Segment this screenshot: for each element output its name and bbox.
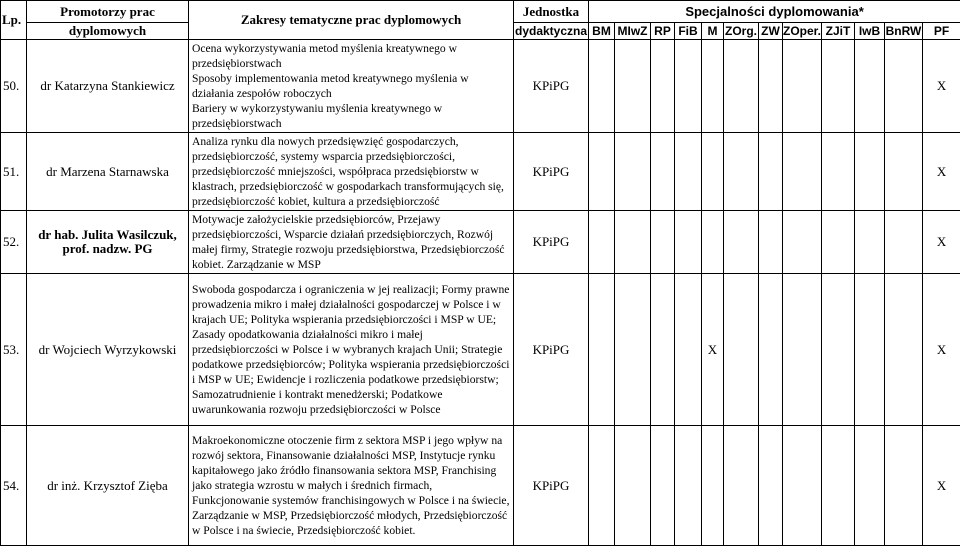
specialization-mark [759, 40, 783, 133]
specialization-mark [724, 426, 759, 546]
specialization-mark [822, 274, 855, 426]
row-jednostka: KPiPG [514, 40, 589, 133]
specialization-mark [885, 426, 923, 546]
specialization-mark [724, 274, 759, 426]
specialization-mark [822, 40, 855, 133]
row-jednostka: KPiPG [514, 211, 589, 274]
specialization-mark [724, 133, 759, 211]
specialization-mark [759, 133, 783, 211]
header-jednostka-line2 [514, 23, 589, 40]
row-jednostka: KPiPG [514, 133, 589, 211]
spec-code: BnRW [885, 23, 923, 40]
specialization-mark [759, 426, 783, 546]
specialization-mark [702, 40, 724, 133]
specialization-mark [783, 133, 822, 211]
specialization-mark: X [923, 211, 960, 274]
row-lp: 50. [1, 40, 27, 133]
specialization-mark [855, 274, 885, 426]
specialization-mark [822, 211, 855, 274]
row-zakres: Motywacje założycielskie przedsiębiorców, Przejawy przedsiębiorczości, Wsparcie działań przedsiębiorczych, Rozwój małej firmy, Strategie rozwoju przedsiębiorstwa, Przedsiębiorczość kobiet. Zarządzanie w MSP [189, 211, 514, 274]
specialization-mark [783, 40, 822, 133]
row-jednostka: KPiPG [514, 426, 589, 546]
specialization-mark [783, 211, 822, 274]
row-lp: 54. [1, 426, 27, 546]
specialization-mark: X [923, 426, 960, 546]
table-row [1, 426, 960, 546]
table-row [1, 133, 960, 211]
row-lp: 53. [1, 274, 27, 426]
specialization-mark [822, 133, 855, 211]
specialization-mark [651, 274, 675, 426]
specialization-mark [675, 211, 702, 274]
spec-code: ZOrg. [724, 23, 759, 40]
row-promotor: dr Katarzyna Stankiewicz [27, 40, 189, 133]
spec-code: MIwZ [615, 23, 651, 40]
row-promotor: dr Marzena Starnawska [27, 133, 189, 211]
header-lp-label: Lp. [2, 12, 21, 27]
row-jednostka: KPiPG [514, 274, 589, 426]
specialization-mark [651, 211, 675, 274]
specialization-mark [759, 211, 783, 274]
row-promotor: dr hab. Julita Wasilczuk, prof. nadzw. PG [27, 211, 189, 274]
spec-code: ZOper. [783, 23, 822, 40]
spec-code: FiB [675, 23, 702, 40]
specialization-mark [651, 40, 675, 133]
specialization-mark [885, 40, 923, 133]
specialization-mark [615, 274, 651, 426]
specialization-mark: X [923, 40, 960, 133]
specialization-mark: X [923, 133, 960, 211]
spec-code: IwB [855, 23, 885, 40]
specialization-mark: X [923, 274, 960, 426]
spec-code: M [702, 23, 724, 40]
specialization-mark [675, 426, 702, 546]
specialization-mark [724, 40, 759, 133]
header-promotorzy-label: Promotorzy prac [60, 4, 155, 19]
specialization-mark [615, 40, 651, 133]
row-zakres: Ocena wykorzystywania metod myślenia kreatywnego w przedsiębiorstwach Sposoby implementowania metod kreatywnego myślenia w działania zespołów roboczych Bariery w wykorzystywaniu myślenia kreatywnego w przedsiębiorstwach [189, 40, 514, 133]
specialization-mark [885, 274, 923, 426]
specialization-mark [702, 426, 724, 546]
specialization-mark [855, 133, 885, 211]
table-row [1, 211, 960, 274]
header-zakresy-label: Zakresy tematyczne prac dyplomowych [241, 12, 461, 27]
specialization-mark: X [702, 274, 724, 426]
specialization-mark [885, 211, 923, 274]
specialization-mark [822, 426, 855, 546]
specialization-mark [589, 133, 615, 211]
header-zakresy [189, 1, 514, 40]
specialization-mark [855, 40, 885, 133]
row-zakres: Swoboda gospodarcza i ograniczenia w jej realizacji; Formy prawne prowadzenia mikro i małej działalności gospodarczej w Polsce i w krajach UE; Polityka wspierania przedsiębiorczości i MSP w UE; Zasady opodatkowania działalności mikro i małej przedsiębiorczości w Polsce i w wybranych krajach Unii; Strategie podatkowe przedsiębiorców; Polityka wspierania przedsiębiorczości i MSP w UE; Ewidencje i rozliczenia podatkowe przedsiębiorstw; Samozatrudnienie i kontrakt menedżerski; Podatkowe uwarunkowania rozwoju przedsiębiorczości w Polsce [189, 274, 514, 426]
specialization-mark [702, 133, 724, 211]
spec-code: ZW [759, 23, 783, 40]
row-zakres: Makroekonomiczne otoczenie firm z sektora MSP i jego wpływ na rozwój sektora, Finansowanie działalności MSP, Instytucje rynku kapitałowego jako źródło finansowania sektora MSP, Franchising jako strategia wzrostu w małych i średnich firmach, Funkcjonowanie systemów franchisingowych w Polsce i na świecie, Zarządzanie w MSP, Przedsiębiorczość młodych, Przedsiębiorczość w Polsce i na świecie, Przedsiębiorczość kobiet. [189, 426, 514, 546]
specialization-mark [855, 426, 885, 546]
header-jednostka-label: Jednostka [523, 4, 579, 19]
row-zakres: Analiza rynku dla nowych przedsięwzięć gospodarczych, przedsiębiorczość, systemy wsparcia przedsiębiorczości, przedsiębiorczość mniejszości, współpraca przedsiębiorstw w klastrach, przedsiębiorczość w gospodarkach transformujących się, przedsiębiorczość kobiet, kultura a przedsiębiorczość [189, 133, 514, 211]
specialization-mark [615, 426, 651, 546]
specialization-mark [675, 274, 702, 426]
specialization-mark [651, 426, 675, 546]
spec-code: PF [923, 23, 960, 40]
specialization-mark [724, 211, 759, 274]
specialization-mark [589, 40, 615, 133]
header-promotorzy-line2-label: dyplomowych [69, 23, 146, 38]
header-specjalnosci [589, 1, 960, 23]
table-body [1, 40, 960, 546]
row-lp: 51. [1, 133, 27, 211]
header-specjalnosci-label: Specjalności dyplomowania* [685, 4, 863, 19]
specialization-mark [589, 426, 615, 546]
table-row [1, 274, 960, 426]
row-promotor: dr inż. Krzysztof Zięba [27, 426, 189, 546]
header-jednostka-line2-label: dydaktyczna [515, 24, 587, 38]
specialization-mark [783, 274, 822, 426]
spec-code: RP [651, 23, 675, 40]
header-promotorzy-line2 [27, 23, 189, 40]
row-lp: 52. [1, 211, 27, 274]
specialization-mark [702, 211, 724, 274]
row-promotor: dr Wojciech Wyrzykowski [27, 274, 189, 426]
header-lp [1, 1, 27, 40]
specialization-mark [589, 211, 615, 274]
table-row [1, 40, 960, 133]
specialization-mark [783, 426, 822, 546]
spec-code: BM [589, 23, 615, 40]
specialization-mark [651, 133, 675, 211]
header-jednostka [514, 1, 589, 23]
specialization-mark [615, 133, 651, 211]
header-promotorzy [27, 1, 189, 23]
specialization-mark [589, 274, 615, 426]
specialization-mark [885, 133, 923, 211]
specialization-mark [675, 133, 702, 211]
spec-code: ZJiT [822, 23, 855, 40]
specialization-mark [615, 211, 651, 274]
specialization-mark [675, 40, 702, 133]
specialization-mark [759, 274, 783, 426]
specialization-mark [855, 211, 885, 274]
